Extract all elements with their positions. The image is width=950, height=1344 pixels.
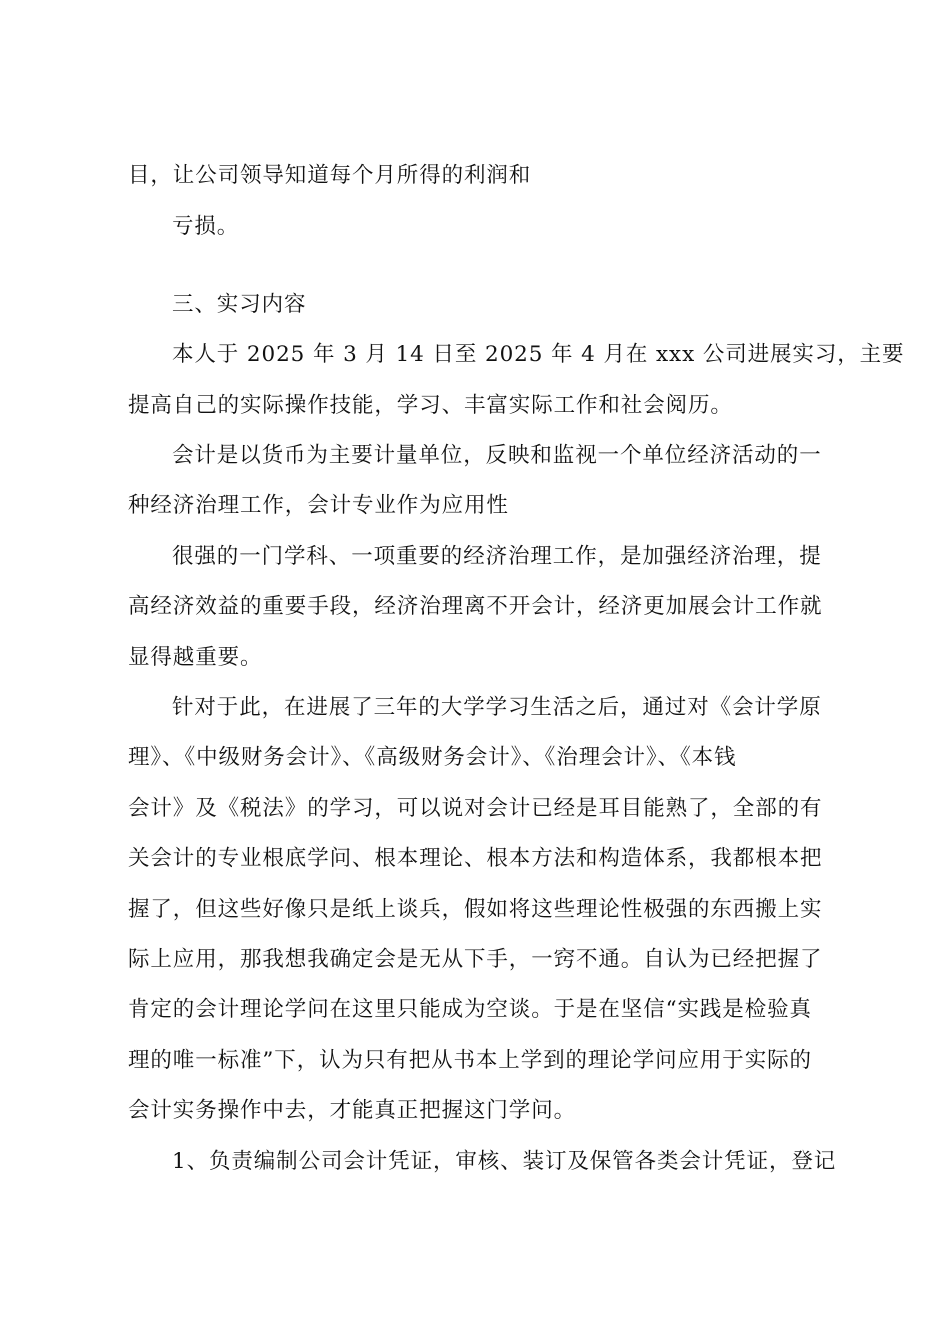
body-line: 目，让公司领导知道每个月所得的利润和 bbox=[128, 163, 532, 188]
body-line: 种经济治理工作，会计专业作为应用性 bbox=[128, 493, 509, 518]
body-line: 会计》及《税法》的学习，可以说对会计已经是耳目能熟了，全部的有 bbox=[128, 796, 823, 821]
paragraph-first-line: 会计是以货币为主要计量单位，反映和监视一个单位经济活动的一 bbox=[172, 443, 822, 468]
body-line: 理》、《中级财务会计》、《高级财务会计》、《治理会计》、《本钱 bbox=[128, 745, 737, 770]
paragraph-first-line: 针对于此，在进展了三年的大学学习生活之后，通过对《会计学原 bbox=[172, 695, 822, 720]
body-line: 提高自己的实际操作技能，学习、丰富实际工作和社会阅历。 bbox=[128, 393, 733, 418]
body-line: 际上应用，那我想我确定会是无从下手，一窍不通。自认为已经把握了 bbox=[128, 947, 823, 972]
body-line: 亏损。 bbox=[172, 214, 240, 239]
body-line: 高经济效益的重要手段，经济治理离不开会计，经济更加展会计工作就 bbox=[128, 594, 823, 619]
body-line: 显得越重要。 bbox=[128, 645, 263, 670]
body-line: 会计实务操作中去，才能真正把握这门学问。 bbox=[128, 1098, 577, 1123]
body-line: 肯定的会计理论学问在这里只能成为空谈。于是在坚信“实践是检验真 bbox=[128, 997, 812, 1022]
list-item-line: 1、负责编制公司会计凭证，审核、装订及保管各类会计凭证，登记 bbox=[172, 1149, 837, 1174]
section-heading: 三、实习内容 bbox=[172, 292, 307, 317]
body-line: 握了，但这些好像只是纸上谈兵，假如将这些理论性极强的东西搬上实 bbox=[128, 897, 823, 922]
body-line: 理的唯一标准”下，认为只有把从书本上学到的理论学问应用于实际的 bbox=[128, 1048, 812, 1073]
paragraph-first-line: 本人于 2025 年 3 月 14 日至 2025 年 4 月在 xxx 公司进展实习，主要 bbox=[172, 342, 905, 367]
paragraph-first-line: 很强的一门学科、一项重要的经济治理工作，是加强经济治理，提 bbox=[172, 544, 822, 569]
body-line: 关会计的专业根底学问、根本理论、根本方法和构造体系，我都根本把 bbox=[128, 846, 823, 871]
